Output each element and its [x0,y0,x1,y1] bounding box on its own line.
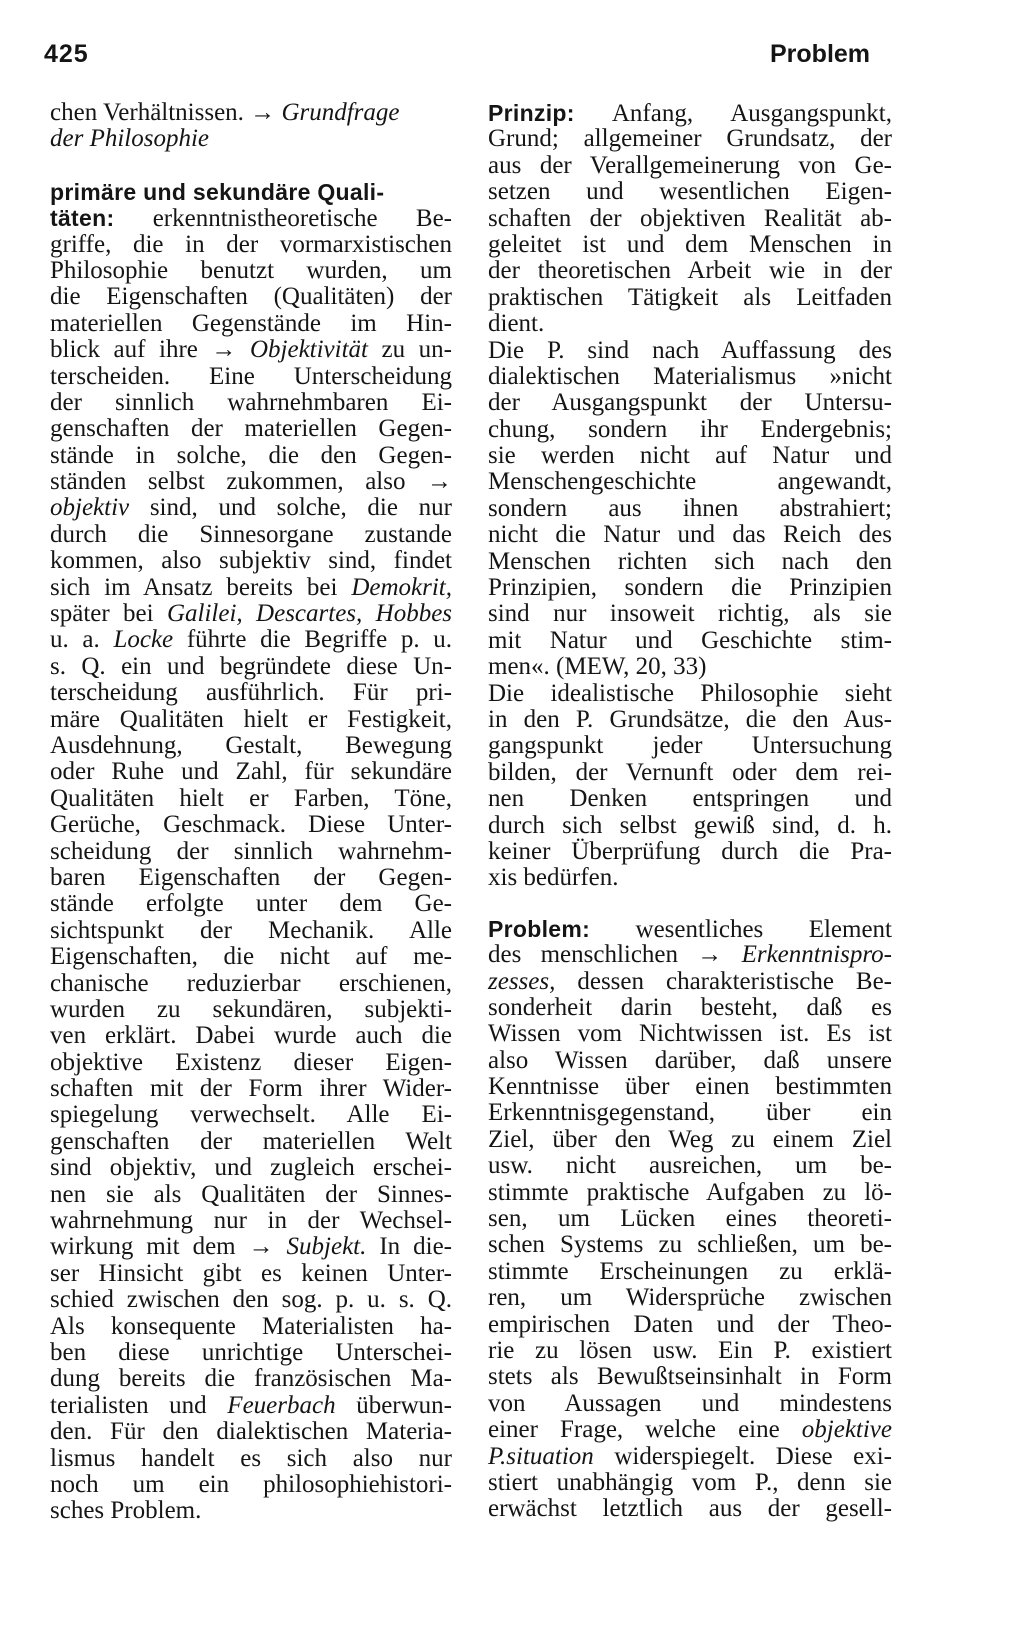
text-line: men«. (MEW, 20, 33) [488,653,707,681]
cross-reference[interactable]: zesses, [488,967,556,995]
text-line: durch sich selbst gewiß sind, d. h. [488,811,892,839]
text-line: sind objektiv, und zugleich erschei- [50,1154,452,1182]
text-line: Prinzip: Anfang, Ausgangspunkt, [488,100,893,127]
text-line: ständen selbst zukommen, also → [50,468,452,496]
running-head: Problem [770,40,871,68]
text-line: erwächst letztlich aus der gesell- [488,1495,892,1523]
text-line: zesses, dessen charakteristische Be- [488,967,893,995]
text-line: schaften mit der Form ihrer Wider- [50,1075,452,1103]
text-line: in den P. Grundsätze, die den Aus- [488,705,892,733]
text-line: Philosophie benutzt wurden, um [50,256,452,284]
text-line: u. a. Locke führte die Begriffe p. u. [50,626,453,654]
text-line: schaften der objektiven Realität ab- [488,204,892,232]
text-line: Als konsequente Materialisten ha- [50,1312,452,1340]
text-line: dient. [488,310,545,338]
text-line: Erkenntnisgegenstand, über ein [488,1099,892,1127]
text-line: terialisten und Feuerbach überwun- [50,1391,453,1419]
text-line: praktischen Tätigkeit als Leitfaden [488,283,892,311]
text-line: sichtspunkt der Mechanik. Alle [50,916,452,944]
text-line: den. Für den dialektischen Materia- [50,1418,452,1446]
text-line: stiert unabhängig vom P., denn sie [488,1468,892,1496]
text-line: sonderheit darin besteht, daß es [488,993,892,1021]
text-line: ren, um Widersprüche zwischen [488,1284,892,1312]
text-line: dialektischen Materialismus »nicht [488,362,892,390]
text-line: ben diese unrichtige Unterschei- [50,1338,452,1366]
text-line: chanische reduzierbar erschienen, [50,969,452,997]
text-line: Gerüche, Geschmack. Diese Unter- [50,811,452,839]
text-line: Wissen vom Nichtwissen ist. Es ist [488,1020,892,1048]
text-line: materiellen Gegenstände im Hin- [50,309,452,337]
text-line: gangspunkt jeder Untersuchung [488,732,892,760]
text-line: durch die Sinnesorgane zustande [50,520,452,548]
cross-reference[interactable]: Objektivität [249,336,368,364]
text-line: ser Hinsicht gibt es keinen Unter- [50,1259,452,1287]
text-line: Ziel, über den Weg zu einem Ziel [488,1125,892,1153]
text-line: spiegelung verwechselt. Alle Ei- [50,1101,452,1129]
text-line: aus der Verallgemeinerung von Ge- [488,151,892,179]
right-column [488,100,892,1523]
entry-headword: Problem: [488,915,591,942]
name-reference: Galilei, [166,600,243,628]
text-line: also Wissen darüber, daß unsere [488,1046,892,1074]
text-line: stimmte praktische Aufgaben zu lö- [488,1178,892,1206]
name-reference: Feuerbach [227,1391,336,1419]
text-line: empirischen Daten und der Theo- [488,1310,892,1338]
name-reference: Demokrit, [351,573,452,601]
text-line: nen Denken entspringen und [488,785,892,813]
text-line: oder Ruhe und Zahl, für sekundäre [50,758,452,786]
text-line: xis bedürfen. [488,864,619,892]
text-line: keiner Überprüfung durch die Pra- [488,837,892,865]
text-line: s. Q. ein und begründete diese Un- [50,652,452,680]
text-line: Problem: wesentliches Element [488,915,892,943]
cross-reference[interactable]: der Philosophie [50,125,210,153]
page-number: 425 [44,40,89,68]
spacer [488,892,892,916]
text-line: Eigenschaften, die nicht auf me- [50,943,452,971]
name-reference: Hobbes [375,600,453,628]
name-reference: Descartes, [256,600,363,628]
left-column [50,100,452,1525]
text-line: stets als Bewußtseinsinhalt in Form [488,1363,892,1391]
text-line: kommen, also subjektiv sind, findet [50,547,452,575]
text-line: sie werden nicht auf Natur und [488,442,892,470]
text-line: usw. nicht ausreichen, um be- [488,1152,892,1180]
text-line: sondern aus ihnen abstrahiert; [488,494,892,522]
text-line: von Aussagen und mindestens [488,1389,892,1417]
text-line: sen, um Lücken eines theoreti- [488,1205,892,1233]
text-line: Prinzipien, sondern die Prinzipien [488,574,892,602]
spacer [50,153,452,179]
text-line: lismus handelt es sich also nur [50,1444,452,1472]
text-line: terscheidung ausführlich. Für pri- [50,679,452,707]
text-line: chung, sondern ihr Endergebnis; [488,415,892,443]
text-line: später bei Galilei, Descartes, Hobbes [50,600,453,628]
cross-reference[interactable]: Erkenntnispro- [741,941,893,969]
text-line: stände erfolgte unter dem Ge- [50,890,452,918]
text-line: baren Eigenschaften der Gegen- [50,863,452,891]
text-line: nen sie als Qualitäten der Sinnes- [50,1180,452,1208]
text-line: chen Verhältnissen. → Grundfrage [50,99,400,126]
text-line: der theoretischen Arbeit wie in der [488,257,892,285]
text-line: schen Systems zu schließen, um be- [488,1231,892,1259]
text-line: Die idealistische Philosophie sieht [488,679,892,707]
entry-headword: primäre und sekundäre Quali- [50,178,385,205]
text-line: P.situation widerspiegelt. Diese exi- [488,1442,893,1470]
text-line: genschaften der materiellen Gegen- [50,415,452,443]
cross-reference[interactable]: objektive [801,1416,893,1444]
text-line: stimmte Erscheinungen zu erklä- [488,1257,892,1285]
text-line: sind nur insoweit richtig, als sie [488,600,892,628]
text-line: Menschengeschichte angewandt, [488,468,892,496]
text-line: des menschlichen → Erkenntnispro- [488,941,893,969]
cross-reference[interactable]: Grundfrage [281,99,400,126]
text-line: objektive Existenz dieser Eigen- [50,1048,452,1076]
text-line: geleitet ist und dem Menschen in [488,230,892,258]
text-line: der sinnlich wahrnehmbaren Ei- [50,388,452,416]
text-line: setzen und wesentlichen Eigen- [488,178,892,206]
text-line: die Eigenschaften (Qualitäten) der [50,283,452,311]
cross-reference[interactable]: Subjekt. [286,1233,367,1261]
text-line: mit Natur und Geschichte stim- [488,626,892,654]
cross-reference[interactable]: objektiv [50,494,130,522]
text-line: Grund; allgemeiner Grundsatz, der [488,125,892,153]
text-line: rie zu lösen usw. Ein P. existiert [488,1336,892,1364]
text-line: bilden, der Vernunft oder dem rei- [488,758,892,786]
text-line: Kenntnisse über einen bestimmten [488,1073,892,1101]
text-line: wurden zu sekundären, subjekti- [50,995,452,1023]
name-reference: Locke [113,626,174,654]
text-line: nicht die Natur und das Reich des [488,521,892,549]
text-line [50,126,452,152]
text-line: wahrnehmung nur in der Wechsel- [50,1207,452,1235]
text-line: noch um ein philosophiehistori- [50,1470,452,1498]
text-line: Die P. sind nach Auffassung des [488,336,892,364]
text-line: genschaften der materiellen Welt [50,1127,452,1155]
text-line: dung bereits die französischen Ma- [50,1365,452,1393]
text-line: griffe, die in der vormarxistischen [50,230,452,258]
text-line: objektiv sind, und solche, die nur [50,494,452,522]
text-line: schied zwischen den sog. p. u. s. Q. [50,1286,452,1314]
text-line: Qualitäten hielt er Farben, Töne, [50,784,452,812]
text-line: der Ausgangspunkt der Untersu- [488,389,892,417]
text-line: Ausdehnung, Gestalt, Bewegung [50,731,452,759]
text-line: scheidung der sinnlich wahrnehm- [50,837,452,865]
cross-reference[interactable]: P.situation [488,1442,594,1470]
text-line: ven erklärt. Dabei wurde auch die [50,1022,452,1050]
text-line: blick auf ihre → Objektivität zu un- [50,336,453,364]
entry-headword: Prinzip: [488,100,575,126]
text-line: täten: erkenntnistheoretische Be- [50,205,452,233]
text-line: märe Qualitäten hielt er Festigkeit, [50,705,452,733]
text-line: einer Frage, welche eine objektive [488,1416,893,1444]
text-line: Menschen richten sich nach den [488,547,892,575]
text-line: sches Problem. [50,1497,202,1525]
text-line: terscheiden. Eine Unterscheidung [50,362,452,390]
text-line: wirkung mit dem → Subjekt. In die- [50,1233,453,1261]
text-line: stände in solche, die den Gegen- [50,441,452,469]
text-line: sich im Ansatz bereits bei Demokrit, [50,573,452,601]
